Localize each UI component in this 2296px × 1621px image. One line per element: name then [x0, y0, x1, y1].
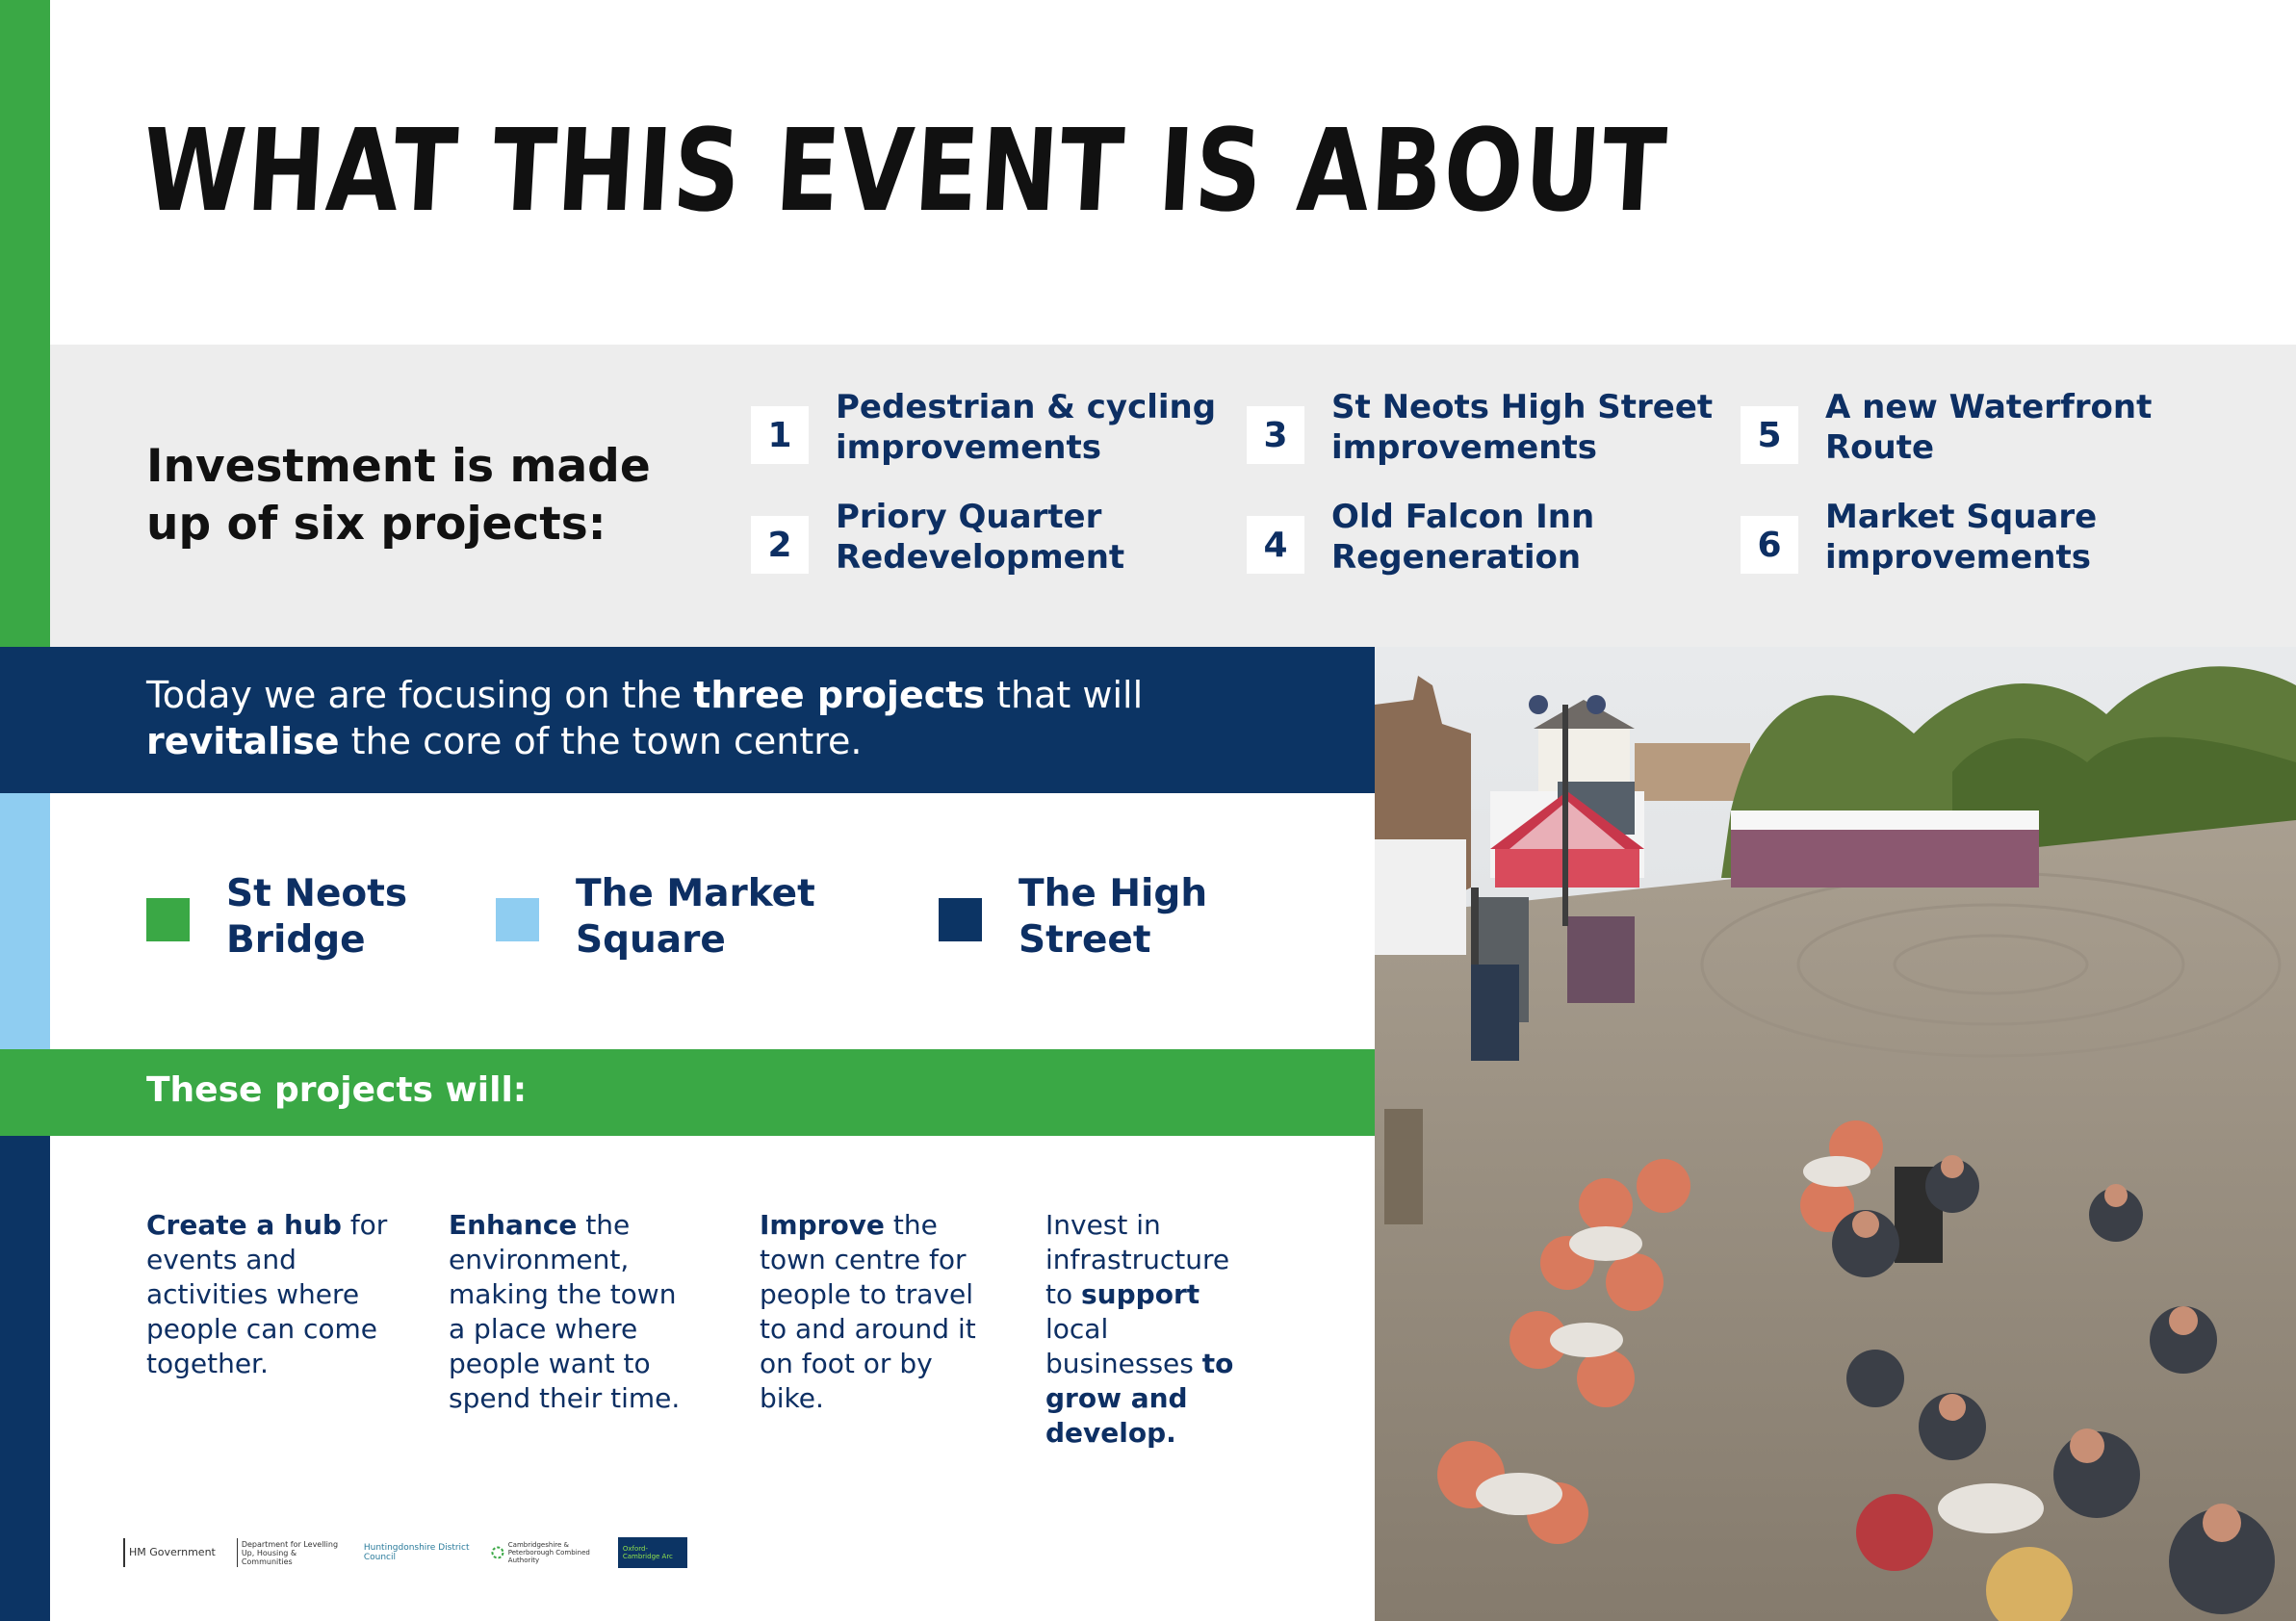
color-swatch [939, 898, 982, 941]
project-number: 1 [751, 406, 809, 464]
project-label: Priory Quarter Redevelopment [836, 498, 1125, 577]
combined-authority-icon [491, 1539, 504, 1566]
huntingdonshire-logo: Huntingdonshire District Council [363, 1543, 470, 1562]
project-item-6 [1741, 497, 2239, 578]
project-item-2 [751, 497, 1250, 578]
project-item-5 [1741, 387, 2239, 468]
project-number: 6 [1741, 516, 1798, 574]
focus-project-high-street [939, 871, 1221, 964]
focus-project-bridge [146, 871, 428, 964]
left-accent-navy-2 [0, 1136, 50, 1621]
focus-project-market-square [496, 871, 826, 964]
focus-project-label: St Neots Bridge [226, 872, 408, 962]
hm-government-logo: HM Government [123, 1538, 216, 1567]
project-label: Pedestrian & cycling improvements [836, 388, 1217, 467]
benefit-businesses: Invest in infrastructure to support local businesses to grow and develop. [1045, 1209, 1234, 1449]
benefits-heading: These projects will: [146, 1070, 528, 1110]
project-label: St Neots High Street improvements [1331, 388, 1714, 467]
color-swatch [496, 898, 539, 941]
project-item-1 [751, 387, 1250, 468]
dluhc-logo: Department for Levelling Up, Housing & Communities [241, 1539, 339, 1566]
focus-project-label: The High Street [1019, 872, 1208, 962]
benefit-environment: Enhance the environment, making the town a place where people want to spend their time. [449, 1209, 681, 1414]
project-item-4 [1247, 497, 1745, 578]
project-number: 4 [1247, 516, 1304, 574]
project-label: A new Waterfront Route [1825, 388, 2153, 467]
project-number: 2 [751, 516, 809, 574]
left-accent-green [0, 0, 50, 647]
project-number: 3 [1247, 406, 1304, 464]
oxcam-arc-logo: Oxford-Cambridge Arc [618, 1537, 687, 1568]
focus-project-label: The Market Square [576, 872, 815, 962]
page-title: WHAT THIS EVENT IS ABOUT [139, 104, 1671, 237]
investment-heading: Investment is made up of six projects: [146, 440, 651, 551]
benefit-travel: Improve the town centre for people to travel to and around it on foot or by bike. [760, 1209, 976, 1414]
partner-logos [123, 1535, 687, 1570]
benefit-hub: Create a hub for events and activities where people can come together. [146, 1209, 388, 1379]
market-square-photo [1375, 647, 2296, 1621]
color-swatch [146, 898, 190, 941]
left-accent-light-blue [0, 793, 50, 1049]
project-label: Market Square improvements [1825, 498, 2098, 577]
project-label: Old Falcon Inn Regeneration [1331, 498, 1595, 577]
combined-authority-logo: Cambridgeshire & Peterborough Combined Authority [491, 1539, 597, 1566]
focus-statement: Today we are focusing on the three projects that will revitalise the core of the town centre. [146, 674, 1144, 762]
project-item-3 [1247, 387, 1745, 468]
project-number: 5 [1741, 406, 1798, 464]
